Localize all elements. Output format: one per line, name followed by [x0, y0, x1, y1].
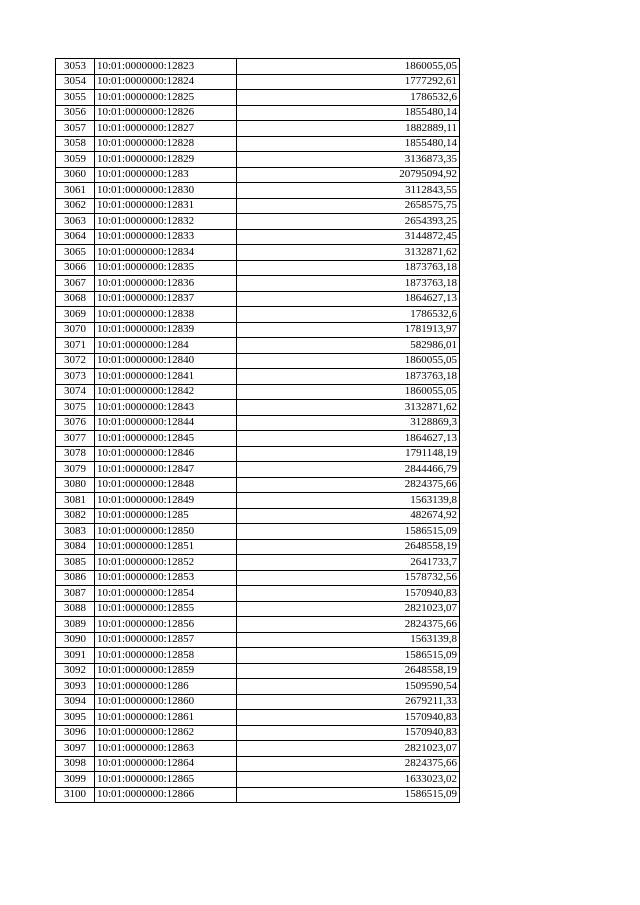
table-row: [56, 214, 460, 230]
cadastral-number-cell: 10:01:0000000:12827: [95, 121, 237, 137]
row-number-cell: 3088: [56, 601, 95, 617]
table-body: [56, 59, 460, 803]
row-number-cell: 3061: [56, 183, 95, 199]
table-row: [56, 198, 460, 214]
table-row: [56, 167, 460, 183]
cadastral-number-cell: 10:01:0000000:12846: [95, 446, 237, 462]
table-row: [56, 74, 460, 90]
table-row: [56, 663, 460, 679]
table-row: [56, 679, 460, 695]
value-cell: 1781913,97: [237, 322, 460, 338]
cadastral-number-cell: 10:01:0000000:12855: [95, 601, 237, 617]
table-row: [56, 245, 460, 261]
cadastral-number-cell: 10:01:0000000:12832: [95, 214, 237, 230]
value-cell: 1882889,11: [237, 121, 460, 137]
table-row: [56, 90, 460, 106]
value-cell: 2648558,19: [237, 663, 460, 679]
cadastral-number-cell: 10:01:0000000:12862: [95, 725, 237, 741]
value-cell: 2658575,75: [237, 198, 460, 214]
value-cell: 1873763,18: [237, 369, 460, 385]
value-cell: 1860055,05: [237, 59, 460, 75]
cadastral-number-cell: 10:01:0000000:12865: [95, 772, 237, 788]
table-row: [56, 431, 460, 447]
value-cell: 1860055,05: [237, 353, 460, 369]
cadastral-number-cell: 10:01:0000000:1284: [95, 338, 237, 354]
row-number-cell: 3098: [56, 756, 95, 772]
cadastral-number-cell: 10:01:0000000:12850: [95, 524, 237, 540]
cadastral-number-cell: 10:01:0000000:12858: [95, 648, 237, 664]
row-number-cell: 3091: [56, 648, 95, 664]
table-row: [56, 756, 460, 772]
row-number-cell: 3081: [56, 493, 95, 509]
row-number-cell: 3073: [56, 369, 95, 385]
cadastral-number-cell: 10:01:0000000:12853: [95, 570, 237, 586]
value-cell: 3144872,45: [237, 229, 460, 245]
cadastral-number-cell: 10:01:0000000:12856: [95, 617, 237, 633]
table-row: [56, 772, 460, 788]
row-number-cell: 3069: [56, 307, 95, 323]
value-cell: 2844466,79: [237, 462, 460, 478]
table-row: [56, 105, 460, 121]
cadastral-number-cell: 10:01:0000000:12839: [95, 322, 237, 338]
row-number-cell: 3084: [56, 539, 95, 555]
row-number-cell: 3077: [56, 431, 95, 447]
table-row: [56, 353, 460, 369]
table-row: [56, 477, 460, 493]
value-cell: 1873763,18: [237, 260, 460, 276]
row-number-cell: 3097: [56, 741, 95, 757]
cadastral-number-cell: 10:01:0000000:12840: [95, 353, 237, 369]
table-row: [56, 152, 460, 168]
cadastral-number-cell: 10:01:0000000:12842: [95, 384, 237, 400]
table-row: [56, 694, 460, 710]
value-cell: 1864627,13: [237, 431, 460, 447]
table-row: [56, 400, 460, 416]
value-cell: 1786532,6: [237, 307, 460, 323]
row-number-cell: 3086: [56, 570, 95, 586]
row-number-cell: 3064: [56, 229, 95, 245]
value-cell: 2824375,66: [237, 617, 460, 633]
cadastral-number-cell: 10:01:0000000:12826: [95, 105, 237, 121]
value-cell: 3112843,55: [237, 183, 460, 199]
row-number-cell: 3068: [56, 291, 95, 307]
value-cell: 1855480,14: [237, 136, 460, 152]
row-number-cell: 3082: [56, 508, 95, 524]
row-number-cell: 3058: [56, 136, 95, 152]
value-cell: 482674,92: [237, 508, 460, 524]
table-row: [56, 632, 460, 648]
row-number-cell: 3065: [56, 245, 95, 261]
row-number-cell: 3060: [56, 167, 95, 183]
table-row: [56, 524, 460, 540]
table-row: [56, 384, 460, 400]
cadastral-number-cell: 10:01:0000000:12851: [95, 539, 237, 555]
row-number-cell: 3066: [56, 260, 95, 276]
cadastral-number-cell: 10:01:0000000:12843: [95, 400, 237, 416]
value-cell: 3132871,62: [237, 400, 460, 416]
cadastral-number-cell: 10:01:0000000:12849: [95, 493, 237, 509]
table-row: [56, 369, 460, 385]
row-number-cell: 3089: [56, 617, 95, 633]
table-row: [56, 555, 460, 571]
table-row: [56, 338, 460, 354]
cadastral-number-cell: 10:01:0000000:12831: [95, 198, 237, 214]
value-cell: 582986,01: [237, 338, 460, 354]
row-number-cell: 3085: [56, 555, 95, 571]
row-number-cell: 3054: [56, 74, 95, 90]
value-cell: 2679211,33: [237, 694, 460, 710]
row-number-cell: 3095: [56, 710, 95, 726]
cadastral-number-cell: 10:01:0000000:12857: [95, 632, 237, 648]
row-number-cell: 3092: [56, 663, 95, 679]
cadastral-number-cell: 10:01:0000000:12833: [95, 229, 237, 245]
row-number-cell: 3062: [56, 198, 95, 214]
value-cell: 1509590,54: [237, 679, 460, 695]
row-number-cell: 3059: [56, 152, 95, 168]
value-cell: 1860055,05: [237, 384, 460, 400]
cadastral-number-cell: 10:01:0000000:12860: [95, 694, 237, 710]
value-cell: 3136873,35: [237, 152, 460, 168]
row-number-cell: 3099: [56, 772, 95, 788]
cadastral-number-cell: 10:01:0000000:1285: [95, 508, 237, 524]
value-cell: 1586515,09: [237, 524, 460, 540]
row-number-cell: 3083: [56, 524, 95, 540]
cadastral-number-cell: 10:01:0000000:12848: [95, 477, 237, 493]
table-row: [56, 415, 460, 431]
value-cell: 2824375,66: [237, 756, 460, 772]
row-number-cell: 3100: [56, 787, 95, 803]
cadastral-number-cell: 10:01:0000000:12861: [95, 710, 237, 726]
value-cell: 2821023,07: [237, 601, 460, 617]
table-row: [56, 586, 460, 602]
cadastral-number-cell: 10:01:0000000:1286: [95, 679, 237, 695]
cadastral-number-cell: 10:01:0000000:12835: [95, 260, 237, 276]
row-number-cell: 3094: [56, 694, 95, 710]
value-cell: 1864627,13: [237, 291, 460, 307]
cadastral-number-cell: 10:01:0000000:12828: [95, 136, 237, 152]
cadastral-number-cell: 10:01:0000000:12866: [95, 787, 237, 803]
row-number-cell: 3087: [56, 586, 95, 602]
row-number-cell: 3075: [56, 400, 95, 416]
cadastral-number-cell: 10:01:0000000:12836: [95, 276, 237, 292]
row-number-cell: 3076: [56, 415, 95, 431]
cadastral-number-cell: 10:01:0000000:12824: [95, 74, 237, 90]
table-row: [56, 446, 460, 462]
row-number-cell: 3067: [56, 276, 95, 292]
value-cell: 1570940,83: [237, 725, 460, 741]
table-row: [56, 276, 460, 292]
value-cell: 1777292,61: [237, 74, 460, 90]
table-row: [56, 136, 460, 152]
value-cell: 2824375,66: [237, 477, 460, 493]
value-cell: 1633023,02: [237, 772, 460, 788]
cadastral-number-cell: 10:01:0000000:12864: [95, 756, 237, 772]
table-row: [56, 291, 460, 307]
value-cell: 1570940,83: [237, 586, 460, 602]
table-row: [56, 493, 460, 509]
table-row: [56, 710, 460, 726]
row-number-cell: 3063: [56, 214, 95, 230]
cadastral-number-cell: 10:01:0000000:12845: [95, 431, 237, 447]
value-cell: 2654393,25: [237, 214, 460, 230]
table-row: [56, 725, 460, 741]
row-number-cell: 3090: [56, 632, 95, 648]
row-number-cell: 3093: [56, 679, 95, 695]
value-cell: 1563139,8: [237, 632, 460, 648]
value-cell: 3128869,3: [237, 415, 460, 431]
table-row: [56, 260, 460, 276]
table-row: [56, 539, 460, 555]
value-cell: 3132871,62: [237, 245, 460, 261]
value-cell: 2641733,7: [237, 555, 460, 571]
value-cell: 2821023,07: [237, 741, 460, 757]
row-number-cell: 3057: [56, 121, 95, 137]
row-number-cell: 3056: [56, 105, 95, 121]
cadastral-number-cell: 10:01:0000000:12830: [95, 183, 237, 199]
cadastral-number-cell: 10:01:0000000:12863: [95, 741, 237, 757]
table-row: [56, 570, 460, 586]
table-row: [56, 59, 460, 75]
cadastral-number-cell: 10:01:0000000:12838: [95, 307, 237, 323]
table-row: [56, 601, 460, 617]
value-cell: 1791148,19: [237, 446, 460, 462]
value-cell: 2648558,19: [237, 539, 460, 555]
table-row: [56, 307, 460, 323]
table-row: [56, 787, 460, 803]
table-row: [56, 121, 460, 137]
cadastral-number-cell: 10:01:0000000:12825: [95, 90, 237, 106]
row-number-cell: 3074: [56, 384, 95, 400]
value-cell: 1570940,83: [237, 710, 460, 726]
value-cell: 1563139,8: [237, 493, 460, 509]
cadastral-number-cell: 10:01:0000000:12841: [95, 369, 237, 385]
table-row: [56, 741, 460, 757]
table-row: [56, 229, 460, 245]
row-number-cell: 3071: [56, 338, 95, 354]
value-cell: 1586515,09: [237, 787, 460, 803]
value-cell: 1873763,18: [237, 276, 460, 292]
cadastral-number-cell: 10:01:0000000:12823: [95, 59, 237, 75]
cadastral-number-cell: 10:01:0000000:12852: [95, 555, 237, 571]
cadastral-number-cell: 10:01:0000000:12837: [95, 291, 237, 307]
row-number-cell: 3072: [56, 353, 95, 369]
value-cell: 1855480,14: [237, 105, 460, 121]
table-row: [56, 462, 460, 478]
row-number-cell: 3078: [56, 446, 95, 462]
cadastral-number-cell: 10:01:0000000:12854: [95, 586, 237, 602]
cadastral-value-table: [55, 58, 460, 803]
row-number-cell: 3053: [56, 59, 95, 75]
table-row: [56, 322, 460, 338]
row-number-cell: 3055: [56, 90, 95, 106]
cadastral-number-cell: 10:01:0000000:1283: [95, 167, 237, 183]
table-row: [56, 183, 460, 199]
cadastral-number-cell: 10:01:0000000:12844: [95, 415, 237, 431]
row-number-cell: 3079: [56, 462, 95, 478]
table-row: [56, 648, 460, 664]
value-cell: 1786532,6: [237, 90, 460, 106]
cadastral-number-cell: 10:01:0000000:12847: [95, 462, 237, 478]
value-cell: 1578732,56: [237, 570, 460, 586]
cadastral-number-cell: 10:01:0000000:12834: [95, 245, 237, 261]
table-row: [56, 617, 460, 633]
cadastral-number-cell: 10:01:0000000:12829: [95, 152, 237, 168]
value-cell: 20795094,92: [237, 167, 460, 183]
row-number-cell: 3096: [56, 725, 95, 741]
cadastral-number-cell: 10:01:0000000:12859: [95, 663, 237, 679]
value-cell: 1586515,09: [237, 648, 460, 664]
table-row: [56, 508, 460, 524]
row-number-cell: 3070: [56, 322, 95, 338]
row-number-cell: 3080: [56, 477, 95, 493]
